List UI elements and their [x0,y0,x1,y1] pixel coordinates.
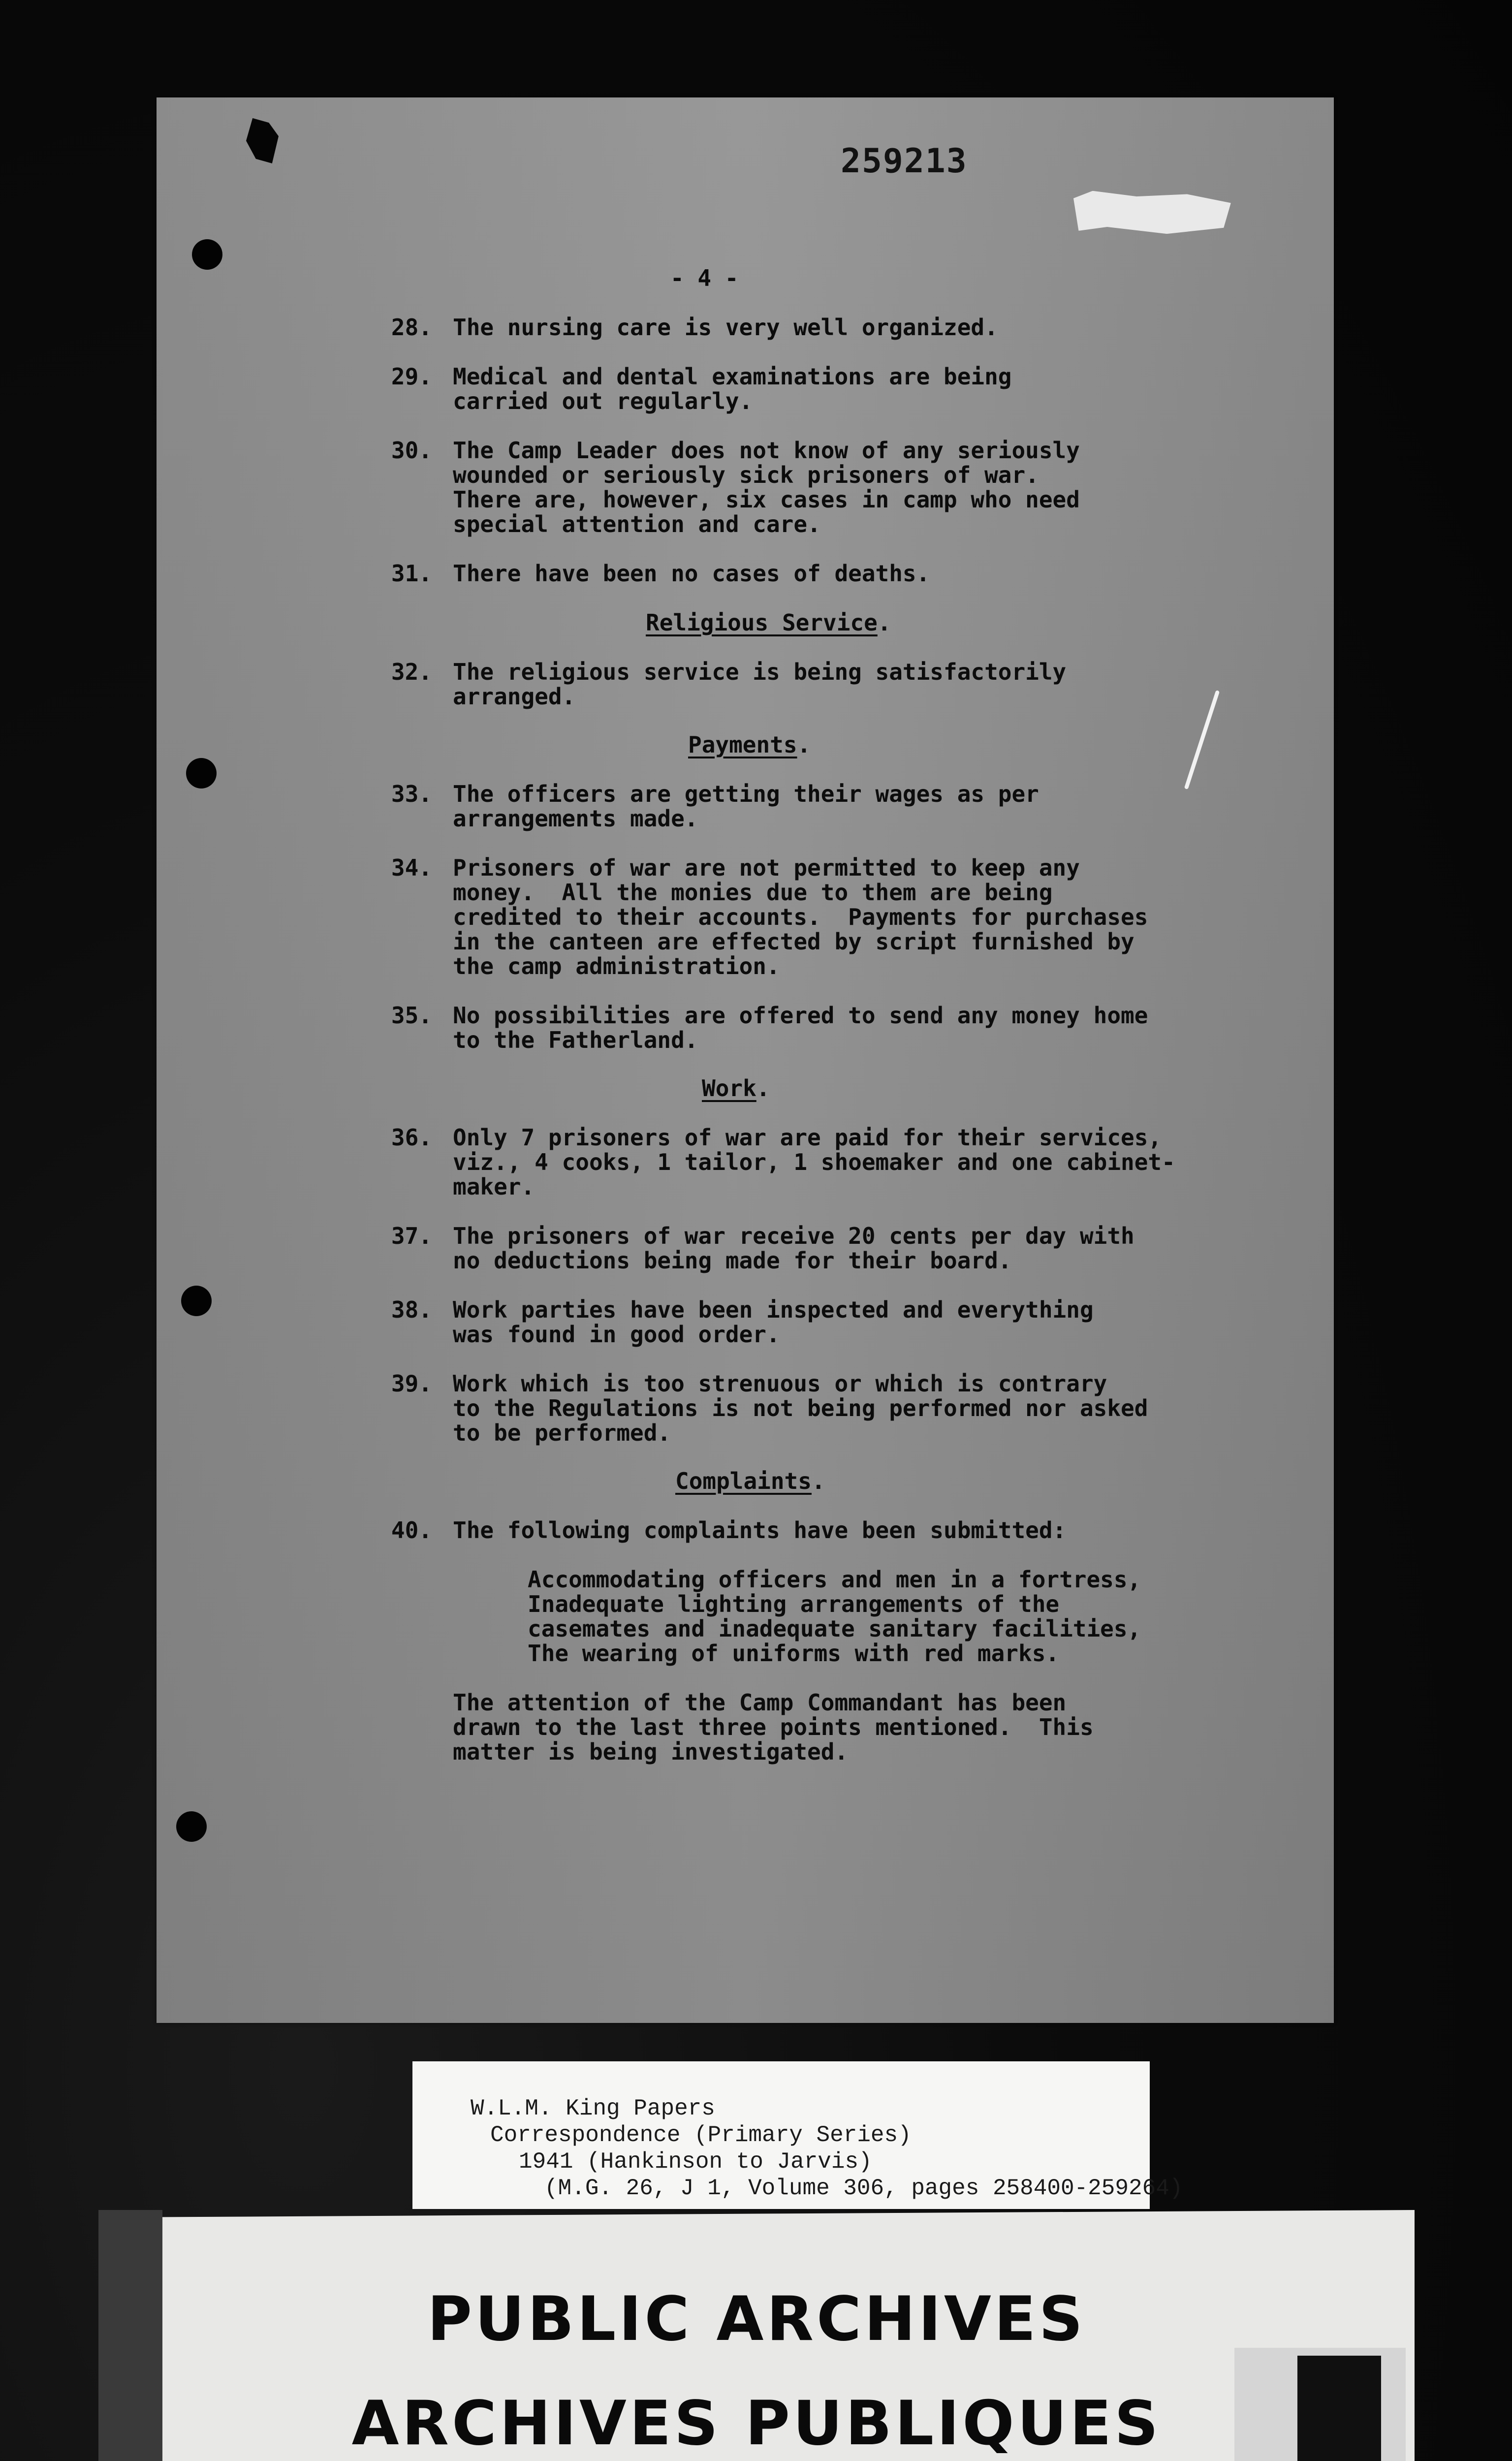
paragraph-line: in the canteen are effected by script furnished by [453,928,1134,955]
paragraph-line: maker. [453,1173,535,1200]
reference-line: 1941 (Hankinson to Jarvis) [519,2149,872,2175]
paragraph-number: 39. [391,1370,432,1397]
page-number: - 4 - [670,265,739,291]
paragraph-line: Work parties have been inspected and everything [453,1296,1094,1323]
paragraph-line: Work which is too strenuous or which is contrary [453,1370,1107,1397]
paragraph-line: to be performed. [453,1420,671,1446]
paragraph-number: 36. [391,1124,432,1151]
paragraph-line: There are, however, six cases in camp who need [453,486,1080,513]
paragraph-line: The prisoners of war receive 20 cents per day with [453,1223,1134,1249]
section-heading-religious-service: Religious Service. [646,609,891,636]
closing-line: The attention of the Camp Commandant has been [453,1689,1067,1716]
paragraph-line: The religious service is being satisfactorily [453,659,1067,685]
paragraph-line: The nursing care is very well organized. [453,314,998,341]
paragraph-number: 30. [391,437,432,464]
punch-hole [186,758,217,789]
paragraph-number: 32. [391,659,432,685]
paragraph-number: 35. [391,1002,432,1029]
paragraph-line: carried out regularly. [453,388,753,414]
closing-line: matter is being investigated. [453,1738,849,1765]
section-heading-payments: Payments. [688,731,811,758]
paragraph-line: to the Regulations is not being performed nor asked [453,1395,1148,1421]
paragraph-line: was found in good order. [453,1321,780,1348]
paragraph-line: arrangements made. [453,805,698,832]
section-heading-work: Work. [702,1075,770,1102]
complaint-item: casemates and inadequate sanitary facilities, [528,1615,1141,1642]
archive-title-en: PUBLIC ARCHIVES [427,2284,1086,2355]
paragraph-line: Medical and dental examinations are being [453,363,1012,390]
paragraph-line: Only 7 prisoners of war are paid for their services, [453,1124,1162,1151]
paragraph-number: 29. [391,363,432,390]
complaint-item: The wearing of uniforms with red marks. [528,1640,1060,1667]
paragraph-line: arranged. [453,683,576,710]
complaint-item: Inadequate lighting arrangements of the [528,1591,1060,1617]
paragraph-line: no deductions being made for their board. [453,1247,1012,1274]
punch-hole [176,1811,207,1842]
paragraph-line: to the Fatherland. [453,1027,698,1053]
reference-line: W.L.M. King Papers [471,2096,715,2121]
paragraph-line: special attention and care. [453,511,821,537]
paragraph-number: 28. [391,314,432,341]
paragraph-number: 37. [391,1223,432,1249]
reference-line: (M.G. 26, J 1, Volume 306, pages 258400-259264) [544,2176,1183,2201]
paragraph-line: the camp administration. [453,953,780,979]
paragraph-line: No possibilities are offered to send any money home [453,1002,1148,1029]
paragraph-line: The following complaints have been submitted: [453,1517,1067,1544]
paragraph-number: 33. [391,781,432,807]
punch-hole [192,239,222,270]
section-heading-complaints: Complaints. [675,1468,825,1494]
complaint-item: Accommodating officers and men in a fortress, [528,1566,1141,1593]
paragraph-line: credited to their accounts. Payments for purchases [453,904,1148,930]
archive-title-fr: ARCHIVES PUBLIQUES [351,2388,1162,2459]
reference-line: Correspondence (Primary Series) [490,2122,912,2148]
paragraph-number: 31. [391,560,432,587]
paragraph-line: money. All the monies due to them are being [453,879,1053,906]
paragraph-number: 38. [391,1296,432,1323]
paragraph-line: wounded or seriously sick prisoners of war. [453,462,1039,488]
paragraph-line: Prisoners of war are not permitted to keep any [453,854,1080,881]
paragraph-line: viz., 4 cooks, 1 tailor, 1 shoemaker and one cabinet- [453,1149,1175,1175]
document-number: 259213 [841,142,968,181]
closing-line: drawn to the last three points mentioned. This [453,1714,1094,1740]
paragraph-number: 34. [391,854,432,881]
paragraph-number: 40. [391,1517,432,1544]
punch-hole [181,1286,212,1316]
paragraph-line: There have been no cases of deaths. [453,560,930,587]
paragraph-line: The Camp Leader does not know of any seriously [453,437,1080,464]
paragraph-line: The officers are getting their wages as per [453,781,1039,807]
